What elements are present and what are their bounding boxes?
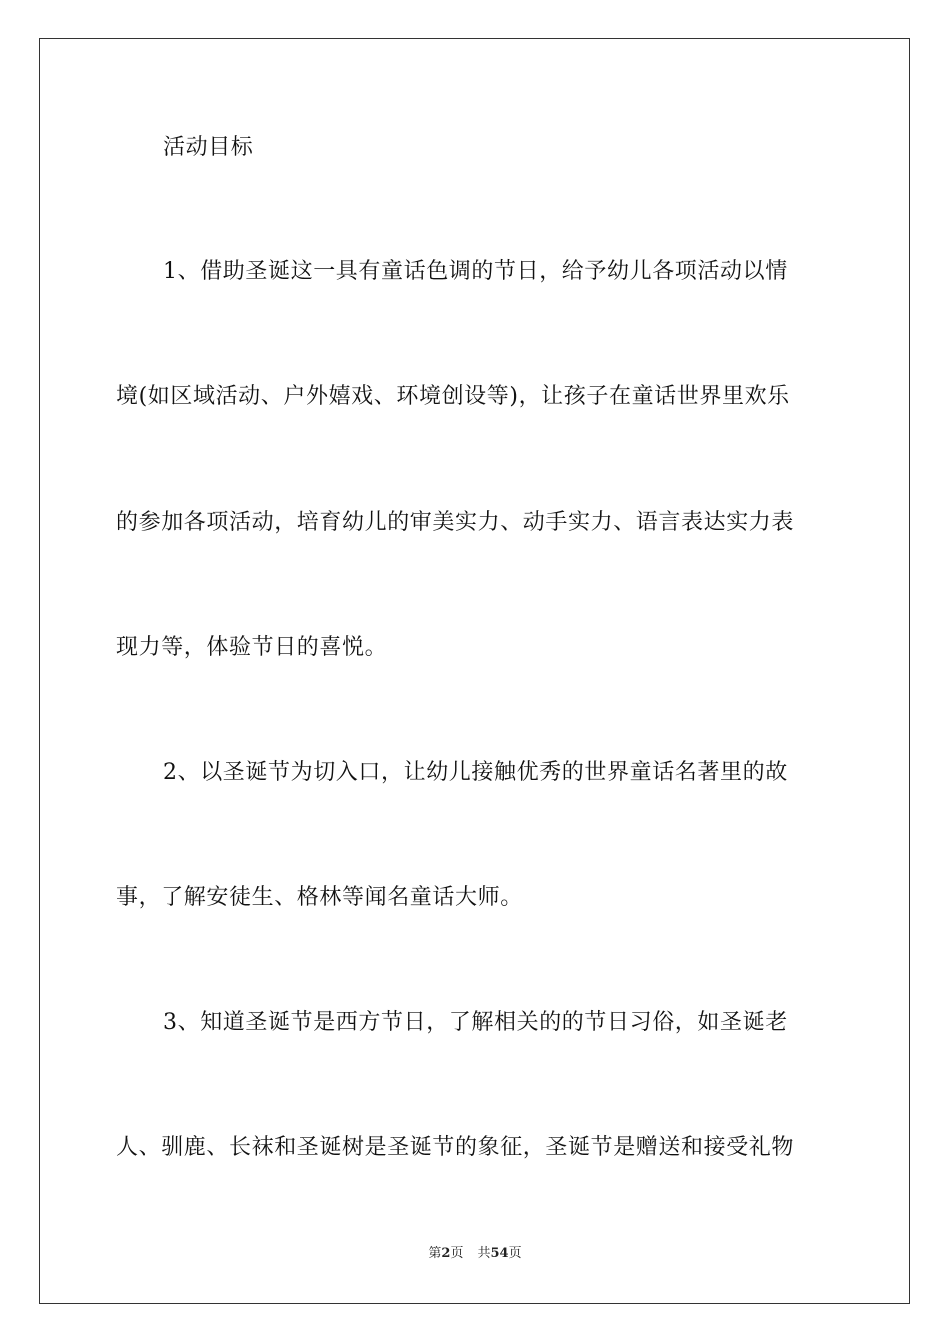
page-number: 2 <box>441 1246 451 1261</box>
page-border <box>39 38 910 1304</box>
paragraph-line-1: 1、借助圣诞这一具有童话色调的节日，给予幼儿各项活动以情 <box>163 259 788 284</box>
paragraph-line-2: 境(如区域活动、户外嬉戏、环境创设等)，让孩子在童话世界里欢乐 <box>116 384 790 409</box>
paragraph-line-4: 现力等，体验节日的喜悦。 <box>116 635 388 660</box>
page-suffix: 页 <box>450 1246 464 1261</box>
paragraph-line-5: 2、以圣诞节为切入口，让幼儿接触优秀的世界童话名著里的故 <box>163 760 788 785</box>
paragraph-line-8: 人、驯鹿、长袜和圣诞树是圣诞节的象征，圣诞节是赠送和接受礼物 <box>116 1135 795 1160</box>
paragraph-line-7: 3、知道圣诞节是西方节日，了解相关的的节日习俗，如圣诞老 <box>163 1010 788 1035</box>
paragraph-line-3: 的参加各项活动，培育幼儿的审美实力、动手实力、语言表达实力表 <box>116 510 795 535</box>
page-footer <box>0 1245 950 1263</box>
page-prefix: 第 <box>428 1246 442 1261</box>
total-prefix: 共 <box>477 1246 491 1261</box>
paragraph-line-6: 事，了解安徒生、格林等闻名童话大师。 <box>116 885 523 910</box>
total-suffix: 页 <box>508 1246 522 1261</box>
total-pages: 54 <box>490 1246 509 1261</box>
section-heading: 活动目标 <box>163 135 254 160</box>
